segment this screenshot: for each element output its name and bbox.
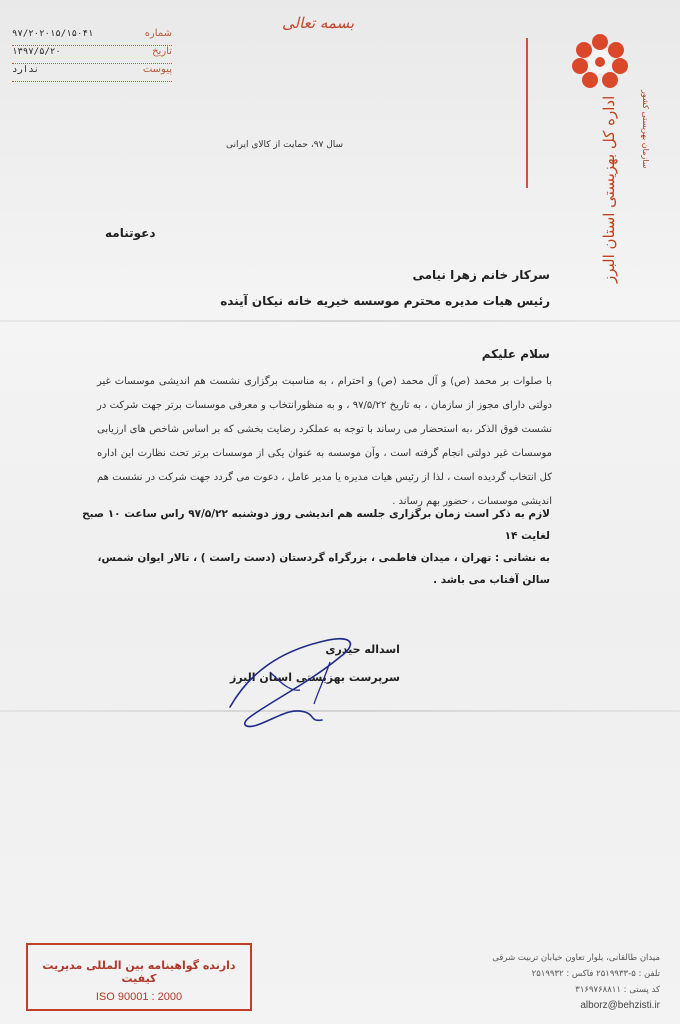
letter-body: با صلوات بر محمد (ص) و آل محمد (ص) و احترام ، به مناسبت برگزاری نشست هم اندیشی موسسات غیر دولتی دارای مجوز از سازمان ، به تاریخ ۹۷/۵/۲۲ ، و به منظورانتخاب و معرفی موسسات برتر جهت شرکت در نشست فوق الذکر ،به استحضار می رساند با توجه به عملکرد رضایت بخشی که بر اساس شاخص های ارزیابی موسسات غیر دولتی انجام گرفته است ، وآن موسسه به عنوان یکی از موسسات برتر تحت نظارت این اداره کل انتخاب گردیده است ، لذا از رئیس هیات مدیره یا مدیر عامل ، دعوت می گردد جهت شرکت در نشست هم اندیشی موسسات ، حضور بهم رساند .: [97, 376, 552, 507]
notice-address: به نشانی : تهران ، میدان فاطمی ، بزرگراه گردستان (دست راست ) ، تالار ایوان شمس، سالن آفتاب می باشد .: [97, 552, 550, 586]
meeting-notice: [80, 503, 550, 591]
meta-value: ندارد: [12, 65, 40, 75]
footer-contact: [450, 950, 660, 1014]
slogan: سال ۹۷، حمایت از کالای ایرانی: [226, 140, 344, 150]
footer-postal: کد پستی : ۳۱۶۹۷۶۸۸۱۱: [575, 985, 660, 995]
greeting: سلام علیکم: [481, 347, 550, 361]
meta-label: پیوست: [142, 64, 172, 75]
cert-title: دارنده گواهینامه بین المللی مدیریت کیفیت: [42, 959, 236, 985]
meta-row-number: [12, 28, 172, 46]
meta-row-date: [12, 46, 172, 64]
addressee-position: رئیس هیات مدیره محترم موسسه خیریه خانه نیکان آینده: [220, 294, 550, 308]
org-name: اداره کل بهزیستی استان البرز: [600, 96, 618, 284]
meta-value: ۱۳۹۷/۵/۲۰: [12, 47, 61, 57]
meta-value: ۹۷/۲۰۲۰۱۵/۱۵۰۴۱: [12, 29, 94, 39]
signer-position: سرپرست بهزیستی استان البرز: [230, 671, 400, 684]
basmala: بسمه تعالی: [282, 14, 355, 32]
paper-fold: [0, 320, 680, 322]
iso-certificate-box: [26, 943, 252, 1011]
footer-email: alborz@behzisti.ir: [580, 1000, 660, 1011]
signer-name: اسداله حیدری: [325, 643, 400, 656]
behzisti-logo-icon: [568, 30, 632, 94]
handwritten-signature: [210, 612, 370, 742]
org-small-text: سازمان بهزیستی کشور: [641, 90, 650, 169]
notice-time: لازم به ذکر است زمان برگزاری جلسه هم اندیشی روز دوشنبه ۹۷/۵/۲۲ راس ساعت ۱۰ صبح لغایت ۱۴: [82, 508, 550, 542]
meta-label: شماره: [144, 28, 172, 39]
footer-phones: تلفن : ۵-۲۵۱۹۹۳۳ فاکس : ۲۵۱۹۹۳۲: [531, 969, 660, 979]
addressee: [220, 262, 550, 314]
footer-address: میدان طالقانی، بلوار تعاون خیابان تربیت شرقی: [492, 953, 660, 963]
cert-standard: ISO 90001 : 2000: [95, 991, 183, 1003]
header-divider: [526, 38, 528, 188]
meta-label: تاریخ: [152, 46, 172, 57]
letter-title: دعوتنامه: [105, 226, 156, 240]
meta-row-attachment: [12, 64, 172, 82]
addressee-name: سرکار خانم زهرا نیامی: [412, 268, 550, 282]
meta-box: [12, 28, 172, 82]
